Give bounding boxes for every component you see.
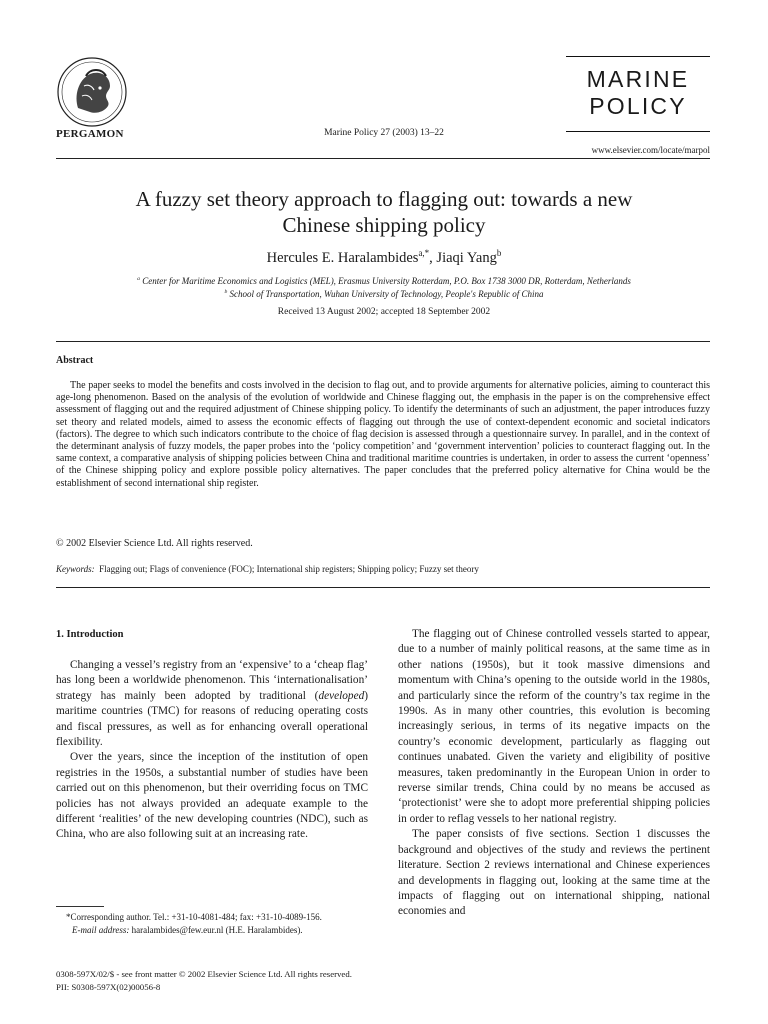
- paragraph-text: ) maritime countries (TMC) for reasons of reducing operating costs and fiscal pressures, as well as for enhancing overall operational flexibility.: [56, 689, 368, 749]
- header-divider: [56, 158, 710, 159]
- paragraph-text: Changing a vessel’s registry from an ‘expensive’ to a ‘cheap flag’ has long been a worldwide phenomenon. This ‘internationalisation’ strategy has mainly been adopted by traditional (: [56, 659, 368, 702]
- abstract-text: The paper seeks to model the benefits and costs involved in the decision to flag out, and to provide arguments for alternative policies, aiming to counteract this age-long phenomenon. Based on the analysis of the evolution of worldwide and Chinese flagging out, the emphasis in the paper is on the comprehensive effect assessment of flagging out and the required adjustment of Chinese shipping policy. To identify the determinants of such an adjustment, the paper introduces fuzzy set theory and related models, aimed to assess the economic effects of flagging out through the use of context-dependent economic and societal indicators (factors). The degree to which such indicators contribute to the choice of flag decision is assessed through a questionnaire survey. In parallel, and in the context of the determinant analysis of fuzzy models, the paper probes into the ‘policy competition’ and ‘government intervention’ policies to counteract flagging out. In the same context, a comparative analysis of shipping policies between China and traditional maritime countries is undertaken, in order to assess the current ‘openness’ of the Chinese shipping policy and explore possible policy alternatives. The paper concludes that the preferred policy alternative for China would be the establishment of second international ship register.: [56, 380, 710, 489]
- section-heading-introduction: 1. Introduction: [56, 629, 124, 640]
- abstract-heading: Abstract: [56, 355, 94, 366]
- affiliation-a-text: Center for Maritime Economics and Logistics (MEL), Erasmus University Rotterdam, P.O. Box 1738 3000 DR, Rotterdam, Netherlands: [142, 276, 631, 286]
- footnote: [56, 911, 368, 937]
- emphasis-developed: developed: [318, 689, 365, 702]
- issn-line: 0308-597X/02/$ - see front matter © 2002 Elsevier Science Ltd. All rights reserved.: [56, 969, 352, 979]
- abstract-top-divider: [56, 341, 710, 342]
- author-1: Hercules E. Haralambides: [266, 249, 419, 266]
- affiliation-b: [60, 289, 708, 299]
- publisher-logo-icon: [56, 56, 128, 128]
- affiliation-b-mark: b: [224, 289, 228, 295]
- footnote-divider: [56, 906, 104, 907]
- copyright-notice: © 2002 Elsevier Science Ltd. All rights reserved.: [56, 538, 253, 549]
- title-line-2: Chinese shipping policy: [282, 213, 486, 237]
- author-1-affiliation-mark: a,*: [418, 248, 430, 258]
- author-2-affiliation-mark: b: [496, 248, 502, 258]
- author-list: [60, 248, 708, 267]
- email-address-link[interactable]: haralambides@few.eur.nl (H.E. Haralambides).: [131, 925, 303, 935]
- article-title: [60, 186, 708, 238]
- paragraph: [56, 658, 368, 750]
- received-dates: Received 13 August 2002; accepted 18 September 2002: [277, 307, 491, 317]
- affiliation-b-text: School of Transportation, Wuhan University of Technology, People's Republic of China: [229, 289, 544, 299]
- journal-logo-line1: MARINE: [586, 66, 690, 92]
- keywords: [56, 564, 710, 574]
- email-line: [56, 924, 368, 937]
- affiliation-a: [60, 276, 708, 286]
- journal-logo: [566, 56, 710, 132]
- email-label: E-mail address:: [72, 925, 130, 935]
- paragraph: Over the years, since the inception of the institution of open registries in the 1950s, a substantial number of studies have been carried out on this phenomenon, but their overriding focus on TMC policies has not always provided an adequate example to the different ‘realities’ of the new developing countries (NDC), such as China, who are also following suit at an increasing rate.: [56, 751, 368, 841]
- front-matter-info: [56, 968, 352, 994]
- paragraph: The paper consists of five sections. Section 1 discusses the background and objectives of the study and reviews the pertinent literature. Section 2 reviews international and Chinese experiences and developments in flagging out, looking at the same time at the impacts of flagging out on international shipping, national economies and: [398, 828, 710, 918]
- keywords-label: Keywords:: [56, 564, 95, 574]
- abstract-bottom-divider: [56, 587, 710, 588]
- journal-url-link[interactable]: www.elsevier.com/locate/marpol: [591, 145, 710, 155]
- journal-citation: Marine Policy 27 (2003) 13–22: [324, 128, 444, 138]
- title-line-1: A fuzzy set theory approach to flagging out: towards a new: [135, 187, 633, 211]
- affiliation-a-mark: a: [137, 276, 140, 282]
- keywords-list: Flagging out; Flags of convenience (FOC); International ship registers; Shipping policy; Fuzzy set theory: [99, 564, 479, 574]
- author-2: Jiaqi Yang: [436, 249, 497, 266]
- publisher-name: PERGAMON: [56, 128, 124, 140]
- corresponding-author-note: *Corresponding author. Tel.: +31-10-4081-484; fax: +31-10-4089-156.: [66, 912, 322, 922]
- right-column: [398, 627, 710, 920]
- journal-logo-line2: POLICY: [589, 93, 687, 119]
- author-separator: ,: [429, 249, 437, 266]
- left-column: [56, 658, 368, 843]
- pii-line: PII: S0308-597X(02)00056-8: [56, 982, 161, 992]
- paragraph: The flagging out of Chinese controlled vessels started to appear, due to a number of mainly political reasons, at the same time as in other nations (1950s), but it took massive dimensions and momentum with China’s opening to the outside world in the 1980s, and particularly since the reform of the country’s tax regime in the 1990s. As in many other countries, this evolution is becoming increasingly serious, in terms of its negative impacts on the country’s economic development, particularly as flagging out continues unabated. Given the variety and eligibility of positive measures, taken predominantly in the European Union in order to reverse similar trends, China could by no means be accused as ‘protectionist’ were she to adopt more preferential shipping policies in order to reflag vessels to her national registry.: [398, 628, 710, 825]
